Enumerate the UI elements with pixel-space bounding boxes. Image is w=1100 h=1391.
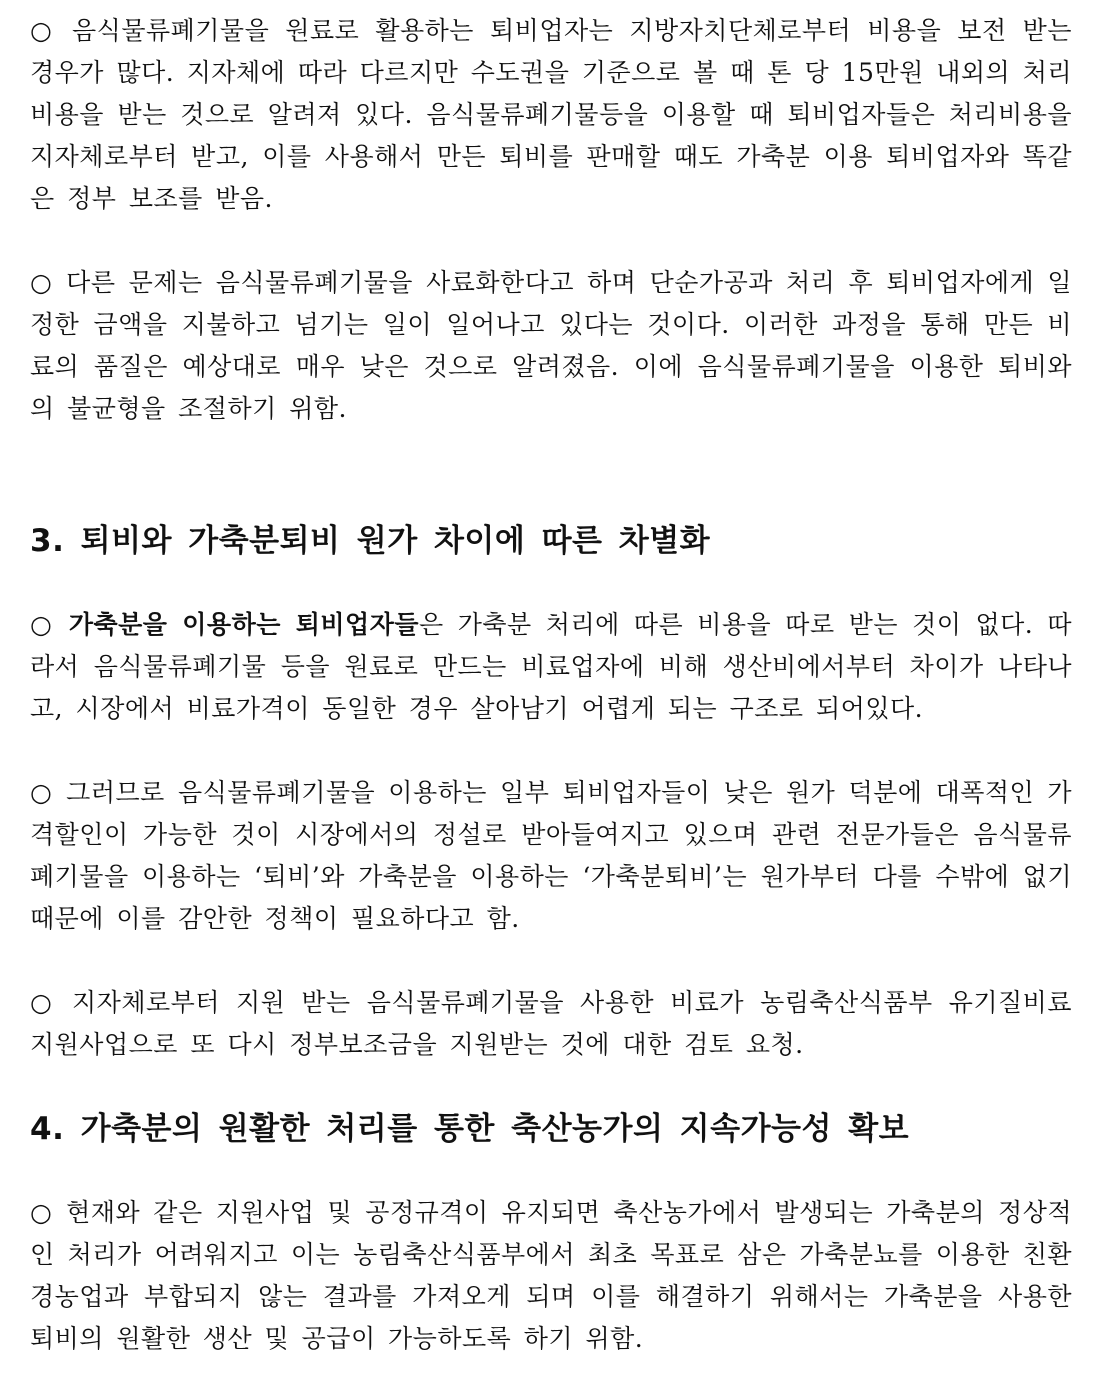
paragraph-text: 지자체로부터 지원 받는 음식물류폐기물을 사용한 비료가 농림축산식품부 유기질비료 지원사업으로 또 다시 정부보조금을 지원받는 것에 대한 검토 요청. [30, 988, 1072, 1059]
paragraph-text: 음식물류폐기물을 원료로 활용하는 퇴비업자는 지방자치단체로부터 비용을 보전 받는 경우가 많다. 지자체에 따라 다르지만 수도권을 기준으로 볼 때 톤 당 15만원 내외의 처리비용을 받는 것으로 알려져 있다. 음식물류폐기물등을 이용할 때 퇴비업자들은 처리비용을 지자체로부터 받고, 이를 사용해서 만든 퇴비를 판매할 때도 가축분 이용 퇴비업자와 똑같은 정부 보조를 받음. [30, 16, 1072, 213]
document-page [30, 10, 1072, 1360]
paragraph-price-discount-policy [30, 772, 1072, 940]
paragraph-text: 다른 문제는 음식물류폐기물을 사료화한다고 하며 단순가공과 처리 후 퇴비업자에게 일정한 금액을 지불하고 넘기는 일이 일어나고 있다는 것이다. 이러한 과정을 통해 만든 비료의 품질은 예상대로 매우 낮은 것으로 알려졌음. 이에 음식물류폐기물을 이용한 퇴비와의 불균형을 조절하기 위함. [30, 268, 1072, 423]
paragraph-sustainability [30, 1192, 1072, 1360]
paragraph-food-waste-compost-subsidy [30, 10, 1072, 220]
bullet-circle-icon: ○ [30, 1198, 54, 1227]
section-heading-3: 3. 퇴비와 가축분퇴비 원가 차이에 따른 차별화 [30, 523, 711, 559]
bullet-circle-icon: ○ [30, 268, 54, 297]
bullet-circle-icon: ○ [30, 16, 56, 45]
paragraph-subsidy-review-request [30, 982, 1072, 1066]
paragraph-text: 그러므로 음식물류폐기물을 이용하는 일부 퇴비업자들이 낮은 원가 덕분에 대폭적인 가격할인이 가능한 것이 시장에서의 정설로 받아들여지고 있으며 관련 전문가들은 음식물류폐기물을 이용하는 ‘퇴비’와 가축분을 이용하는 ‘가축분퇴비’는 원가부터 다를 수밖에 없기 때문에 이를 감안한 정책이 필요하다고 함. [30, 778, 1072, 933]
paragraph-livestock-compost-cost [30, 604, 1072, 730]
paragraph-text: 현재와 같은 지원사업 및 공정규격이 유지되면 축산농가에서 발생되는 가축분의 정상적인 처리가 어려워지고 이는 농림축산식품부에서 최초 목표로 삼은 가축분뇨를 이용한 친환경농업과 부합되지 않는 결과를 가져오게 되며 이를 해결하기 위해서는 가축분을 사용한 퇴비의 원활한 생산 및 공급이 가능하도록 하기 위함. [30, 1198, 1072, 1353]
bullet-circle-icon: ○ [30, 988, 56, 1017]
bold-phrase: 가축분을 이용하는 퇴비업자들 [53, 610, 419, 639]
section-heading-4: 4. 가축분의 원활한 처리를 통한 축산농가의 지속가능성 확보 [30, 1111, 910, 1147]
bullet-circle-icon: ○ [30, 778, 54, 807]
bullet-circle-icon: ○ [30, 610, 54, 639]
paragraph-text: 은 가축분 처리에 따른 비용을 따로 받는 것이 없다. 따라서 음식물류폐기물 등을 원료로 만드는 비료업자에 비해 생산비에서부터 차이가 나타나고, 시장에서 비료가격이 동일한 경우 살아남기 어렵게 되는 구조로 되어있다. [30, 610, 1072, 723]
paragraph-feed-processing-issue [30, 262, 1072, 430]
